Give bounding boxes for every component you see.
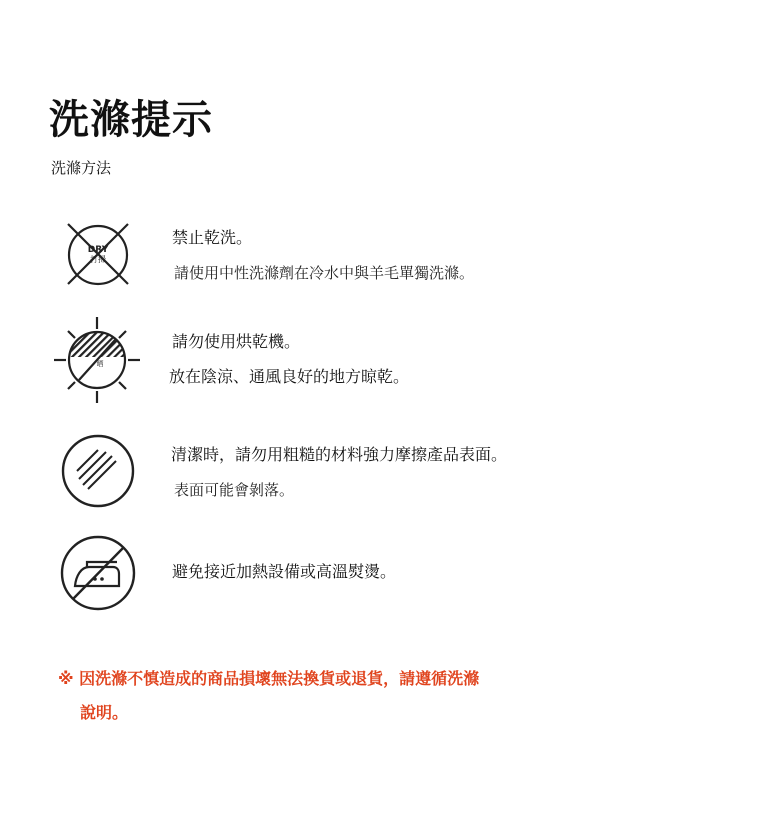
dry-sub-label: 打掃	[90, 255, 106, 264]
no-rub-icon	[60, 433, 136, 509]
sun-center-label: 晒	[96, 360, 104, 368]
no-dry-clean-icon	[64, 222, 132, 288]
dry-label: DRY	[87, 245, 109, 255]
warning-line-1: ※ 因洗滌不慎造成的商品損壞無法換貨或退貨，請遵循洗滌	[58, 669, 480, 688]
warning-line-2: 說明。	[80, 703, 129, 722]
item-4-primary: 避免接近加熱設備或高溫熨燙。	[172, 562, 397, 581]
item-3-secondary: 表面可能會剝落。	[174, 481, 295, 499]
no-iron-icon	[59, 534, 137, 612]
item-1-secondary: 請使用中性洗滌劑在冷水中與羊毛單獨洗滌。	[174, 264, 475, 282]
item-2-primary: 請勿使用烘乾機。	[172, 332, 301, 351]
item-3-primary: 清潔時，請勿用粗糙的材料強力摩擦產品表面。	[171, 445, 508, 464]
page-title: 洗滌提示	[49, 97, 213, 143]
item-1-primary: 禁止乾洗。	[172, 228, 253, 247]
page-subtitle: 洗滌方法	[51, 159, 112, 177]
no-tumble-dry-sun-icon	[54, 317, 140, 403]
item-2-secondary: 放在陰涼、通風良好的地方晾乾。	[169, 367, 410, 386]
